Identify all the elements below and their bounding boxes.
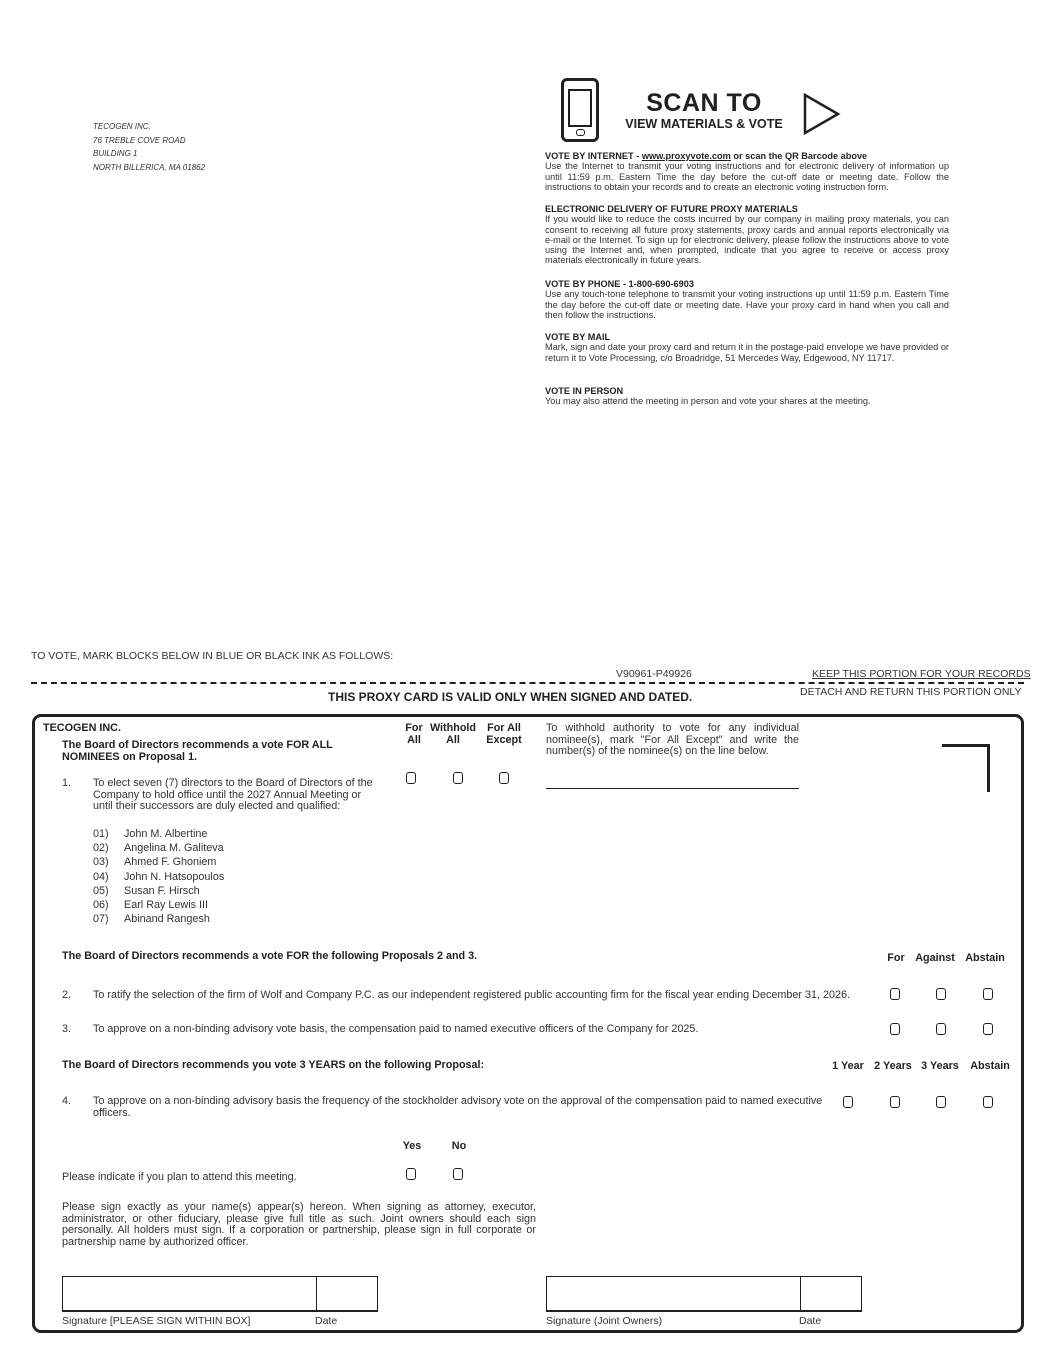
vote-internet-text: Use the Internet to transmit your voting instructions and for electronic delivery of information up until 11:59 p.m. Eastern Time the day before the cut-off date or meeting date. Follow the instructions to obtain your records and to create an electronic voting instruction form. (545, 161, 949, 192)
p4-1-year-checkbox[interactable] (843, 1096, 853, 1108)
play-triangle-icon (803, 93, 841, 135)
date-box-divider (316, 1277, 317, 1310)
edelivery-section (545, 204, 949, 266)
signature-box[interactable] (62, 1276, 378, 1312)
smartphone-icon (561, 78, 599, 142)
return-address (93, 120, 205, 174)
proposal-4-number: 4. (62, 1095, 72, 1107)
nominee-list (93, 827, 224, 926)
date-box-divider (800, 1277, 801, 1310)
vote-mail-section (545, 332, 949, 363)
proposal-2-text: To ratify the selection of the firm of Wolf and Company P.C. as our independent registered public accounting firm for the fiscal year ending December 31, 2026. (93, 989, 850, 1001)
vote-mail-heading: VOTE BY MAIL (545, 332, 611, 342)
proposal-3-number: 3. (62, 1023, 72, 1035)
col-3-years: 3 Years (921, 1060, 959, 1072)
p2-abstain-checkbox[interactable] (983, 988, 993, 1000)
for-all-checkbox[interactable] (406, 772, 416, 784)
address-line: NORTH BILLERICA, MA 01862 (93, 162, 206, 172)
col-2-years: 2 Years (874, 1060, 912, 1072)
proxyvote-link[interactable]: www.proxyvote.com (641, 151, 731, 161)
col-1-year: 1 Year (832, 1060, 864, 1072)
signature-label: Signature [PLEASE SIGN WITHIN BOX] (62, 1315, 251, 1327)
vote-phone-heading: VOTE BY PHONE - 1-800-690-6903 (545, 279, 694, 289)
edelivery-heading: ELECTRONIC DELIVERY OF FUTURE PROXY MATERIALS (545, 204, 798, 214)
col-abstain: Abstain (965, 952, 1005, 964)
nominee-item: 01) John M. Albertine (93, 828, 208, 840)
vote-internet-section (545, 151, 949, 192)
recommendation-2: The Board of Directors recommends a vote FOR the following Proposals 2 and 3. (62, 950, 478, 962)
recommendation-3: The Board of Directors recommends you vote 3 YEARS on the following Proposal: (62, 1059, 485, 1071)
attend-no-checkbox[interactable] (453, 1168, 463, 1180)
proposal-2-number: 2. (62, 989, 72, 1001)
nominee-item: 04) John N. Hatsopoulos (93, 870, 225, 883)
nominee-item: 07) Abinand Rangesh (93, 913, 210, 926)
col-for-all-except: For All Except (486, 722, 522, 746)
for-all-except-checkbox[interactable] (499, 772, 509, 784)
joint-signature-box[interactable] (546, 1276, 862, 1312)
vote-person-heading: VOTE IN PERSON (545, 386, 624, 396)
edelivery-text: If you would like to reduce the costs incurred by our company in mailing proxy materials, you can consent to receiving all future proxy statements, proxy cards and annual reports electronically via e-mail or the Internet. To sign up for electronic delivery, please follow the instructions above to vote using the Internet and, when prompted, indicate that you agree to receive or access proxy materials electronically in future years. (545, 214, 949, 266)
control-number: V90961-P49926 (616, 668, 692, 680)
joint-date-label: Date (799, 1315, 822, 1327)
vote-person-text: You may also attend the meeting in person and vote your shares at the meeting. (545, 396, 871, 407)
valid-notice: THIS PROXY CARD IS VALID ONLY WHEN SIGNED AND DATED. (328, 690, 693, 704)
p4-2-years-checkbox[interactable] (890, 1096, 900, 1108)
col-against: Against (915, 952, 955, 964)
vote-phone-section (545, 279, 949, 320)
attend-yes-checkbox[interactable] (406, 1168, 416, 1180)
vote-phone-text: Use any touch-tone telephone to transmit your voting instructions up until 11:59 p.m. Eastern Time the day before the cut-off date or meeting date. Have your proxy card in hand when you call and then follow the instructions. (545, 289, 949, 320)
address-line: BUILDING 1 (93, 149, 138, 158)
p4-abstain-checkbox[interactable] (983, 1096, 993, 1108)
withhold-all-checkbox[interactable] (453, 772, 463, 784)
p4-3-years-checkbox[interactable] (936, 1096, 946, 1108)
p3-against-checkbox[interactable] (936, 1023, 946, 1035)
col-no: No (451, 1140, 467, 1152)
attend-meeting-question: Please indicate if you plan to attend this meeting. (62, 1171, 297, 1183)
nominee-item: 03) Ahmed F. Ghoniem (93, 856, 217, 869)
col-yes: Yes (402, 1140, 422, 1152)
nominee-item: 02) Angelina M. Galiteva (93, 842, 224, 855)
address-line: TECOGEN INC. (93, 122, 151, 131)
date-label: Date (315, 1315, 338, 1327)
nominee-item: 06) Earl Ray Lewis III (93, 899, 209, 912)
to-vote-instruction: TO VOTE, MARK BLOCKS BELOW IN BLUE OR BLACK INK AS FOLLOWS: (31, 650, 394, 662)
p2-for-checkbox[interactable] (890, 988, 900, 1000)
col-for: For (887, 952, 905, 964)
detach-portion-label: DETACH AND RETURN THIS PORTION ONLY (800, 686, 1022, 698)
proposal-4-text: To approve on a non-binding advisory basis the frequency of the stockholder advisory vote on the approval of the compensation paid to named executive officers. (93, 1095, 823, 1119)
address-line: 76 TREBLE COVE ROAD (93, 135, 186, 145)
proposal-3-text: To approve on a non-binding advisory vote basis, the compensation paid to named executive officers of the Company for 2025. (93, 1023, 699, 1035)
corner-mark (942, 744, 990, 792)
p3-for-checkbox[interactable] (890, 1023, 900, 1035)
keep-portion-label: KEEP THIS PORTION FOR YOUR RECORDS (812, 668, 1031, 680)
scan-subtitle: VIEW MATERIALS & VOTE (625, 117, 783, 131)
col-abstain-frequency: Abstain (970, 1060, 1010, 1072)
col-withhold-all: Withhold All (429, 722, 477, 746)
proposal-1-number: 1. (62, 777, 72, 789)
vote-mail-text: Mark, sign and date your proxy card and return it in the postage-paid envelope we have provided or return it to Vote Processing, c/o Broadridge, 51 Mercedes Way, Edgewood, NY 11717. (545, 342, 949, 363)
scan-title: SCAN TO (646, 89, 762, 117)
proposal-1-text: To elect seven (7) directors to the Board of Directors of the Company to hold office until the 2027 Annual Meeting or until their successors are duly elected and qualified: (93, 777, 373, 812)
detach-dashed-line (31, 682, 1024, 684)
vote-person-section (545, 386, 949, 407)
card-company-name: TECOGEN INC. (43, 722, 121, 734)
p3-abstain-checkbox[interactable] (983, 1023, 993, 1035)
p2-against-checkbox[interactable] (936, 988, 946, 1000)
vote-internet-heading: VOTE BY INTERNET - www.proxyvote.com or scan the QR Barcode above (545, 151, 868, 161)
withhold-instruction: To withhold authority to vote for any individual nominee(s), mark "For All Except" and write the number(s) of the nominee(s) on the line below. (546, 722, 799, 757)
joint-signature-label: Signature (Joint Owners) (546, 1315, 663, 1327)
col-for-all: For All (405, 722, 423, 746)
recommendation-1: The Board of Directors recommends a vote FOR ALL NOMINEES on Proposal 1. (62, 739, 333, 763)
nominee-item: 05) Susan F. Hirsch (93, 884, 200, 897)
nominee-exception-line[interactable] (546, 788, 799, 789)
signing-instructions: Please sign exactly as your name(s) appear(s) hereon. When signing as attorney, executor, administrator, or other fiduciary, please give full title as such. Joint owners should each sign personally. All holders must sign. If a corporation or partnership, please sign in full corporate or partnership name by authorized officer. (62, 1201, 536, 1248)
